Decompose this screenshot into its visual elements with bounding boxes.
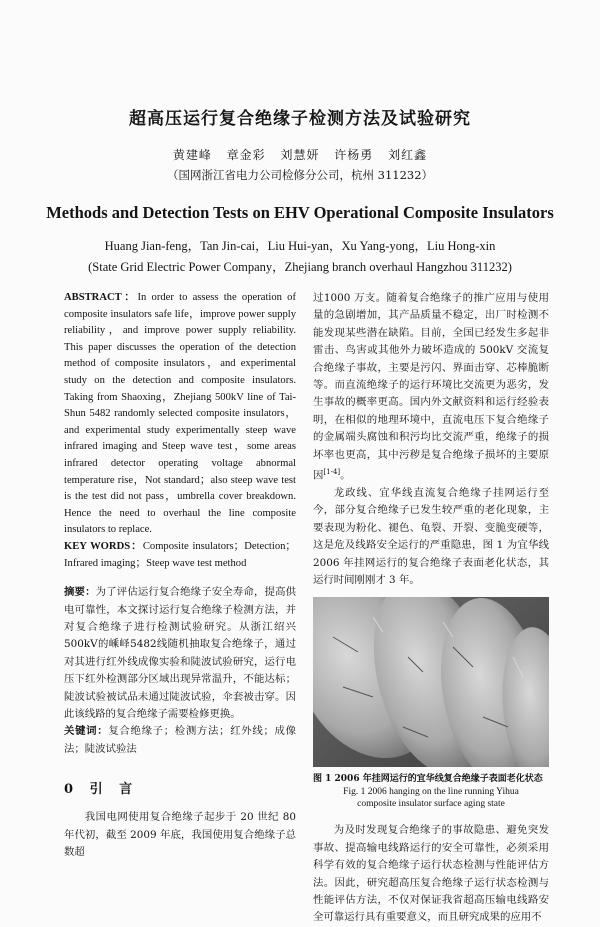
figure-caption-en-line1: Fig. 1 2006 hanging on the line running Yihua	[343, 787, 519, 798]
intro-paragraph: 我国电网使用复合绝缘子起步于 20 世纪 80 年代初，截至 2009 年底，我国使用复合绝缘子总数超	[64, 811, 296, 858]
body-paragraph-1	[313, 290, 549, 485]
abstract-en	[64, 290, 296, 539]
authors-en: Huang Jian-feng，Tan Jin-cai，Liu Hui-yan，Xu Yang-yong，Liu Hong-xin	[104, 239, 496, 253]
keywords-en	[64, 539, 296, 572]
section-heading-introduction: 0 引 言	[64, 782, 139, 798]
page-title-cn: 超高压运行复合绝缘子检测方法及试验研究	[129, 109, 471, 129]
citation-ref: [1-4]	[323, 468, 341, 477]
abstract-en-label: ABSTRACT：	[64, 292, 138, 303]
affiliation-en: (State Grid Electric Power Company，Zhejiang branch overhaul Hangzhou 311232)	[88, 260, 512, 274]
keywords-cn-label: 关键词：	[64, 725, 109, 738]
abstract-en-text: In order to assess the operation of composite insulators safe life，improve power supply reliability，and improve power supply reliability. This paper discusses the operation of the detection method of composite insulators，and experimental study on the detection and composite insulators. Taking from Shaoxing，Zhejiang 500kV line of Tai- Shun 5482 randomly selected composite insulators，and experimental study experimentally steep wave infrared imaging and Steep wave test，some areas infrared detector operating voltage abnormal temperature rise，Not standard；also steep wave test is the test did not pass，umbrella cover breakdown. Hence the need to overhaul the line composite insulators to replace.	[64, 292, 296, 536]
abstract-cn	[64, 584, 296, 723]
abstract-cn-label: 摘要：	[64, 586, 96, 599]
body-paragraph-1-text: 过1000 万支。随着复合绝缘子的推广应用与使用量的急剧增加，其产品质量不稳定，出厂时检测不能发现某些潜在缺陷。目前，全国已经发生多起非雷击、鸟害或其他外力破坏造成的 500kV 交流复合绝缘子事故，主要是污闪、界面击穿、芯棒脆断等。而直流绝缘子的运行环境比交流更为恶劣，发生事故的概率更高。国内外文献资料和运行经验表明，在相似的地理环境中，直流电压下复合绝缘子的金属端头腐蚀和积污均比交流严重，绝缘子的损坏率也更高，其中污秽是复合绝缘子损坏的主要原因	[313, 292, 549, 482]
right-column	[313, 290, 549, 927]
body-paragraph-3: 为及时发现复合绝缘子的事故隐患、避免突发事故、提高输电线路运行的安全可靠性，必须采用科学有效的复合绝缘子运行状态检测与性能评估方法。因此，研究超高压复合绝缘子运行状态检测与性能评估方法，不仅对保证我省超高压输电线路安全可靠运行具有重要意义，而且研究成果的应用不	[313, 824, 549, 924]
figure-caption-en-line2: composite insulator surface aging state	[357, 799, 505, 810]
abstract-cn-text: 为了评估运行复合绝缘子安全寿命，提高供电可靠性，本文探讨运行复合绝缘子检测方法，并对复合绝缘子进行检测试验研究。从浙江绍兴500kV的嵊峄5482线随机抽取复合绝缘子，通过对其进行红外线成像实验和陡波试验研究，运行电压下红外检测部分区域出现异常温升，不能达标；陡波试验被试品未通过陡波试验，伞套被击穿。因此该线路的复合绝缘子需要检修更换。	[64, 586, 297, 720]
keywords-cn-text: 复合绝缘子；检测方法；红外线；成像法；陡波试验法	[64, 725, 297, 755]
page-title-en: Methods and Detection Tests on EHV Operational Composite Insulators	[46, 203, 554, 222]
keywords-en-text: Composite insulators；Detection；Infrared imaging；Steep wave test method	[64, 540, 297, 569]
figure-caption-cn: 图 1 2006 年挂网运行的宜华线复合绝缘子表面老化状态	[313, 774, 543, 785]
body-paragraph-2: 龙政线、宜华线直流复合绝缘子挂网运行至今，部分复合绝缘子已发生较严重的老化现象，主要表现为粉化、褪色、龟裂、开裂、变脆变硬等，这是危及线路安全运行的严重隐患，图 1 为宜华线 2006 年挂网运行的复合绝缘子表面老化状态，其运行时间刚刚才 3 年。	[313, 486, 549, 586]
authors-cn: 黄建峰 章金彩 刘慧妍 许杨勇 刘红鑫	[172, 148, 428, 162]
affiliation-cn: （国网浙江省电力公司检修分公司，杭州 311232）	[166, 168, 434, 182]
insulator-photo	[313, 597, 549, 767]
left-column	[64, 290, 296, 861]
body-paragraph-1-end: 。	[340, 469, 351, 482]
keywords-cn	[64, 723, 296, 758]
keywords-en-label: KEY WORDS：	[64, 540, 143, 552]
